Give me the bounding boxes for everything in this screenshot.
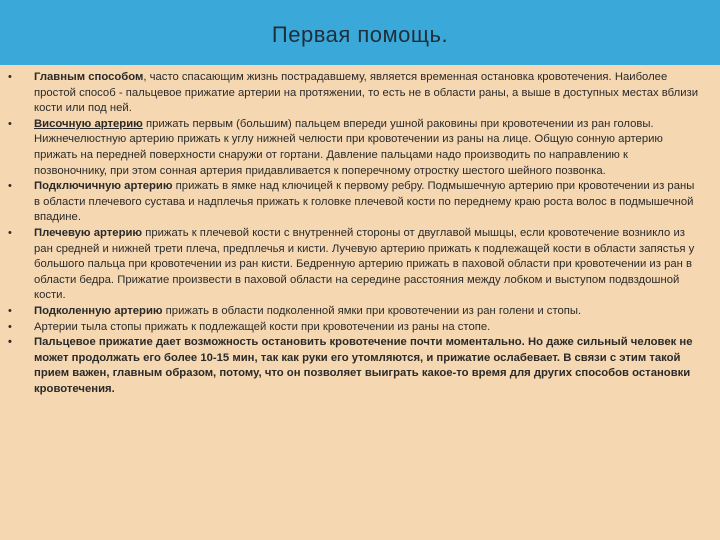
list-item [0, 226, 720, 304]
bullet-dot-icon: • [8, 117, 12, 130]
bullet-dot-icon: • [8, 226, 12, 239]
item-lead: Подколенную артерию [34, 304, 163, 317]
list-item [0, 320, 720, 336]
item-text: прижать к плечевой кости с внутренней стороны от двуглавой мышцы, если кровотечение возникло из ран средней и нижней трети плеча, предплечья и кисти. Лучевую артерию прижать к подлежащей кости в области запястья у большого пальца при кровотечении из ран кисти. Бедренную артерию прижать в паховой области при кровотечении из ран в области бедра. Прижатие произвести в паховой области на середине расстояния между лобком и выступом подвздошной кости. [34, 226, 695, 302]
bullet-dot-icon: • [8, 304, 12, 317]
item-lead: Плечевую артерию [34, 226, 143, 239]
list-item [0, 304, 720, 320]
item-text: прижать в ямке над ключицей к первому ребру. Подмышечную артерию при кровотечении из раны в области плечевого сустава и надплечья прижать к головке плечевой кости по переднему краю роста волос в подмышечной впадине. [34, 180, 695, 224]
item-lead: Главным способом [34, 71, 144, 83]
list-item [0, 335, 720, 397]
bullet-list [0, 70, 720, 397]
bullet-dot-icon: • [8, 320, 12, 333]
item-lead: Подключичную артерию [34, 180, 173, 193]
bullet-dot-icon: • [8, 336, 12, 349]
item-lead: Височную артерию [34, 117, 143, 130]
slide-title: Первая помощь. [271, 22, 449, 47]
item-text: Пальцевое прижатие дает возможность остановить кровотечение почти моментально. Но даже сильный человек не может продолжать его более 10-15 мин, так как руки его утомляются, и прижатие ослабевает. В связи с этим такой прием важен, главным образом, потому, что он позволяет выиграть какое-то время для других способов остановки кровотечения. [34, 336, 693, 395]
bullet-dot-icon: • [8, 71, 12, 83]
list-item [0, 179, 720, 226]
bullet-dot-icon: • [8, 180, 12, 193]
item-text: Артерии тыла стопы прижать к подлежащей кости при кровотечении из раны на стопе. [34, 320, 491, 333]
item-text: , часто спасающим жизнь пострадавшему, является временная остановка кровотечения. Наиболее простой способ - пальцевое прижатие артерии на протяжении, то есть не в области раны, а выше в доступных местах вблизи кости или под ней. [34, 71, 699, 115]
list-item [0, 117, 720, 179]
item-text: прижать в области подколенной ямки при кровотечении из ран голени и стопы. [162, 304, 582, 317]
list-item [0, 70, 720, 117]
item-text: прижать первым (большим) пальцем впереди ушной раковины при кровотечении из ран головы. Нижнечелюстную артерию прижать к углу нижней челюсти при кровотечении из раны на лице. Общую сонную артерию прижать на передней поверхности снаружи от гортани. Давление пальцами надо производить по направлению к позвоночнику, при этом сонная артерия придавливается к поперечному отростку шестого шейного позвонка. [34, 117, 663, 177]
